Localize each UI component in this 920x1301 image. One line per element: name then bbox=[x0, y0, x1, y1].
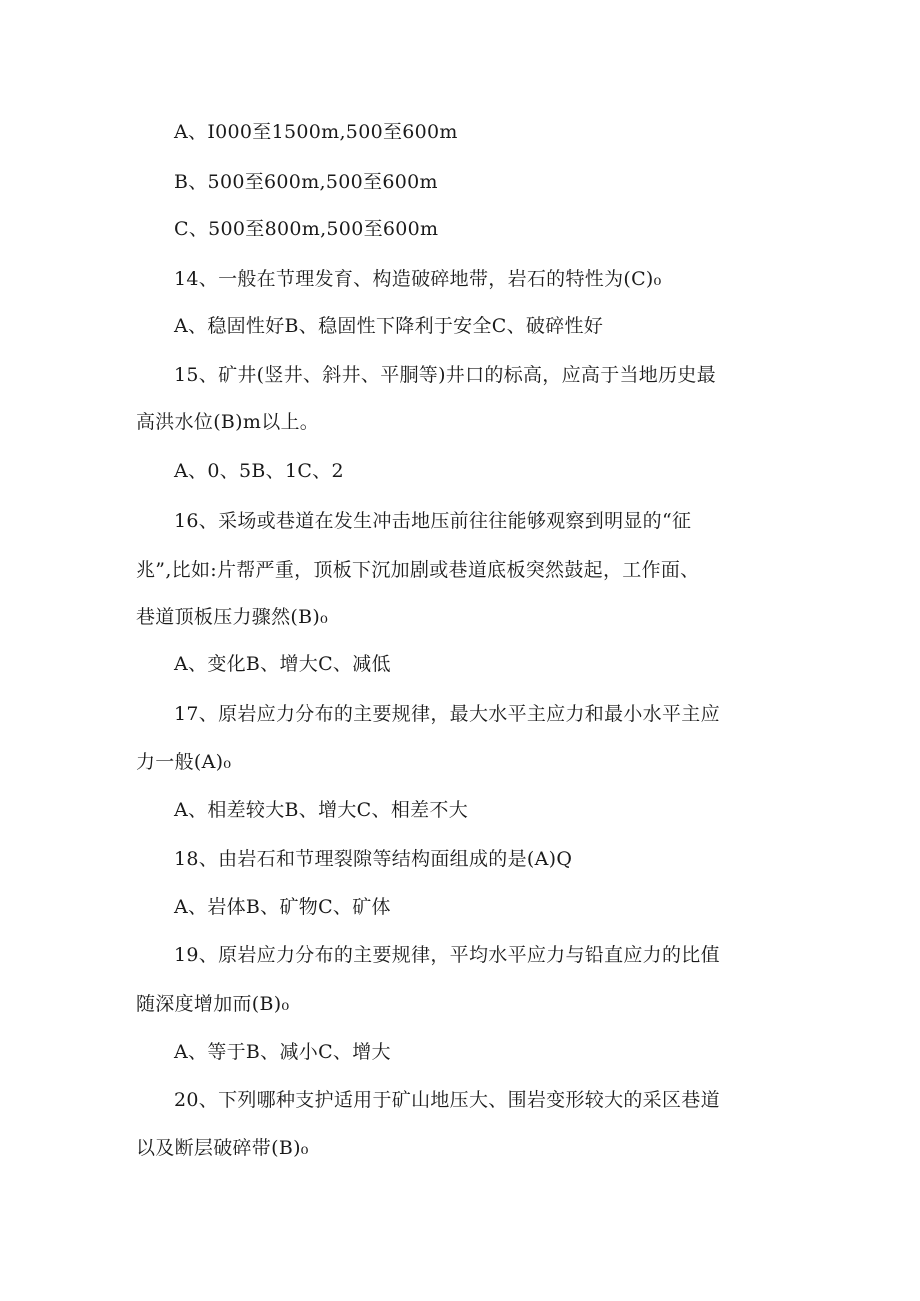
question-17-cont: 力一般(A)₀ bbox=[136, 751, 232, 773]
option-line-13c: C、500至800m,500至600m bbox=[174, 218, 439, 240]
question-20-cont: 以及断层破碎带(B)₀ bbox=[136, 1137, 309, 1159]
question-20: 20、下列哪种支护适用于矿山地压大、围岩变形较大的采区巷道 bbox=[174, 1089, 720, 1111]
options-18: A、岩体B、矿物C、矿体 bbox=[174, 896, 391, 918]
question-16: 16、采场或巷道在发生冲击地压前往往能够观察到明显的“征 bbox=[174, 510, 692, 532]
options-14: A、稳固性好B、稳固性下降利于安全C、破碎性好 bbox=[174, 315, 604, 337]
question-17: 17、原岩应力分布的主要规律，最大水平主应力和最小水平主应 bbox=[174, 703, 720, 725]
question-16-cont-2: 巷道顶板压力骤然(B)₀ bbox=[136, 606, 329, 628]
option-line-13: A、I000至1500m,500至600m bbox=[174, 121, 458, 143]
question-16-cont-1: 兆”,比如:片帮严重，顶板下沉加剧或巷道底板突然鼓起，工作面、 bbox=[136, 559, 700, 581]
question-15: 15、矿井(竖井、斜井、平胴等)井口的标高，应高于当地历史最 bbox=[174, 364, 717, 386]
question-19: 19、原岩应力分布的主要规律，平均水平应力与铅直应力的比值 bbox=[174, 944, 720, 966]
question-18: 18、由岩石和节理裂隙等结构面组成的是(A)Q bbox=[174, 848, 573, 870]
options-17: A、相差较大B、增大C、相差不大 bbox=[174, 799, 469, 821]
question-19-cont: 随深度增加而(B)₀ bbox=[136, 993, 290, 1015]
options-15: A、0、5B、1C、2 bbox=[174, 460, 344, 482]
option-line-13b: B、500至600m,500至600m bbox=[174, 171, 438, 193]
question-14: 14、一般在节理发育、构造破碎地带，岩石的特性为(C)₀ bbox=[174, 268, 662, 290]
question-15-cont: 高洪水位(B)m以上。 bbox=[136, 411, 320, 433]
options-16: A、变化B、增大C、减低 bbox=[174, 653, 391, 675]
options-19: A、等于B、减小C、增大 bbox=[174, 1041, 391, 1063]
